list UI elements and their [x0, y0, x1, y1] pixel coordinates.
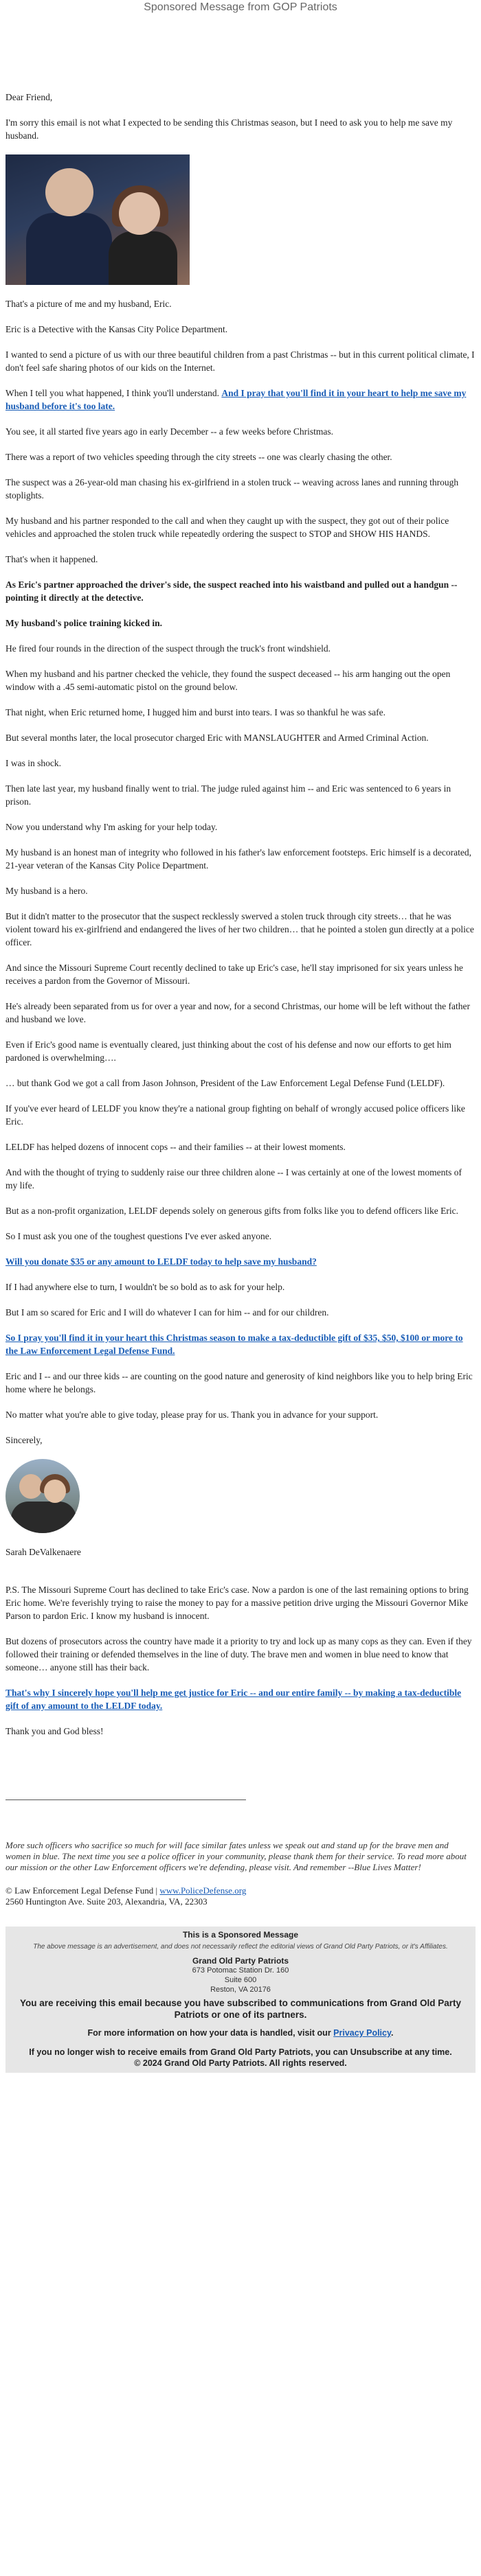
paragraph: LELDF has helped dozens of innocent cops -- and their families -- at their lowest moments.: [5, 1142, 346, 1152]
paragraph: He fired four rounds in the direction of the suspect through the truck's front windshield.: [5, 643, 331, 654]
paragraph: Eric is a Detective with the Kansas City Police Department.: [5, 324, 228, 334]
police-defense-link[interactable]: www.PoliceDefense.org: [159, 1885, 247, 1896]
paragraph: I wanted to send a picture of us with our three beautiful children from a past Christmas -- but in this current political climate, I don't feel safe sharing photos of our kids on the Internet.: [5, 349, 475, 373]
sponsor-box: [5, 1927, 476, 2073]
sponsor-copyright: © 2024 Grand Old Party Patriots. All rights reserved.: [134, 2058, 347, 2068]
sign-off: Thank you and God bless!: [5, 1726, 104, 1736]
unsubscribe-notice: If you no longer wish to receive emails from Grand Old Party Patriots, you can Unsubscribe at any time.: [29, 2047, 452, 2057]
sponsor-disclaimer: The above message is an advertisement, and does not necessarily reflect the editorial views of Grand Old Party Patriots, or it's Affiliates.: [33, 1943, 448, 1951]
donate-tax-deductible-link[interactable]: So I pray you'll find it in your heart this Christmas season to make a tax-deductible gift of $35, $50, $100 or more to the Law Enforcement Legal Defense Fund.: [5, 1333, 463, 1356]
privacy-text: For more information on how your data is handled, visit our: [87, 2028, 334, 2038]
sponsored-header: Sponsored Message from GOP Patriots: [144, 1, 337, 13]
photo-caption: That's a picture of me and my husband, Eric.: [5, 299, 172, 309]
paragraph: But several months later, the local prosecutor charged Eric with MANSLAUGHTER and Armed Criminal Action.: [5, 733, 429, 743]
paragraph: [5, 387, 476, 413]
postscript: P.S. The Missouri Supreme Court has declined to take Eric's case. Now a pardon is one of the last remaining options to bring Eric home. We're feverishly trying to raise the money to pay for a massive petition drive urging the Missouri Governor Mike Parson to pardon Eric. I know my husband is innocent.: [5, 1585, 469, 1621]
paragraph: You see, it all started five years ago in early December -- a few weeks before Christmas.: [5, 426, 333, 437]
signature: Sarah DeValkenaere: [5, 1547, 81, 1557]
paragraph: That night, when Eric returned home, I hugged him and burst into tears. I was so thankful he was safe.: [5, 707, 385, 717]
paragraph: So I must ask you one of the toughest questions I've ever asked anyone.: [5, 1231, 272, 1241]
footer-info: [5, 1885, 476, 1907]
signature-photo: [5, 1459, 80, 1533]
paragraph: The suspect was a 26-year-old man chasing his ex-girlfriend in a stolen truck -- weaving across lanes and running through stoplights.: [5, 477, 459, 501]
paragraph: Now you understand why I'm asking for your help today.: [5, 822, 218, 832]
paragraph-text: When I tell you what happened, I think you'll understand.: [5, 388, 222, 398]
paragraph: But it didn't matter to the prosecutor that the suspect recklessly swerved a stolen truck through city streets… that he was violent toward his ex-girlfriend and endangered the lives of her two children… that he pointed a stolen gun directly at a police officer.: [5, 911, 474, 947]
paragraph: And since the Missouri Supreme Court recently declined to take up Eric's case, he'll stay imprisoned for six years unless he receives a pardon from the Governor of Missouri.: [5, 963, 463, 986]
paragraph: That's when it happened.: [5, 554, 98, 564]
paragraph: My husband and his partner responded to the call and when they caught up with the suspect, they got out of their police vehicles and approached the stolen truck while repeatedly ordering the suspect to STOP and SHOW HIS HANDS.: [5, 516, 449, 539]
footer-disclaimer: More such officers who sacrifice so much for will face similar fates unless we speak out and stand up for the brave men and women in blue. The next time you see a police officer in your community, please thank them for their service. To read more about our mission or the other Law Enforcement officers we're defending, please visit. And remember --Blue Lives Matter!: [5, 1840, 467, 1872]
subscription-notice: You are receiving this email because you have subscribed to communications from Grand Old Party Patriots or one of its partners.: [20, 1998, 461, 2020]
paragraph: My husband is an honest man of integrity who followed in his father's law enforcement footsteps. Eric himself is a decorated, 21-year veteran of the Kansas City Police Department.: [5, 847, 472, 871]
justice-donate-link[interactable]: That's why I sincerely hope you'll help me get justice for Eric -- and our entire family -- by making a tax-deductible gift of any amount to the LELDF today.: [5, 1688, 462, 1711]
postscript: [5, 1686, 476, 1712]
paragraph: If I had anywhere else to turn, I wouldn't be so bold as to ask for your help.: [5, 1282, 285, 1292]
paragraph: If you've ever heard of LELDF you know they're a national group fighting on behalf of wrongly accused police officers like Eric.: [5, 1103, 465, 1127]
paragraph-bold: My husband's police training kicked in.: [5, 618, 163, 628]
paragraph: … but thank God we got a call from Jason Johnson, President of the Law Enforcement Legal Defense Fund (LELDF).: [5, 1078, 445, 1088]
paragraph: No matter what you're able to give today, please pray for us. Thank you in advance for your support.: [5, 1410, 379, 1420]
email-body: [0, 15, 481, 1907]
sponsor-address-line: Suite 600: [224, 1976, 257, 1984]
greeting: Dear Friend,: [5, 92, 53, 102]
postscript: But dozens of prosecutors across the country have made it a priority to try and lock up as many cops as they can. Even if they followed their training or defended themselves in the line of duty. The brave men and women in blue need to know that someone… anyone still has their back.: [5, 1636, 472, 1672]
footer-address: 2560 Huntington Ave. Suite 203, Alexandria, VA, 22303: [5, 1896, 208, 1907]
donate-35-link[interactable]: Will you donate $35 or any amount to LELDF today to help save my husband?: [5, 1256, 317, 1267]
paragraph: I was in shock.: [5, 758, 61, 768]
paragraph: There was a report of two vehicles speeding through the city streets -- one was clearly chasing the other.: [5, 452, 392, 462]
paragraph: Then late last year, my husband finally went to trial. The judge ruled against him -- and Eric was sentenced to 6 years in prison.: [5, 783, 451, 807]
paragraph: When my husband and his partner checked the vehicle, they found the suspect deceased -- his arm hanging out the open window with a .45 semi-automatic pistol on the ground below.: [5, 669, 451, 692]
privacy-policy-link[interactable]: Privacy Policy: [333, 2028, 392, 2038]
paragraph-bold: As Eric's partner approached the driver's side, the suspect reached into his waistband and pulled out a handgun -- pointing it directly at the detective.: [5, 579, 458, 603]
sponsor-title: This is a Sponsored Message: [182, 1930, 299, 1940]
privacy-end: .: [391, 2028, 394, 2038]
paragraph: He's already been separated from us for over a year and now, for a second Christmas, our home will be left without the father and husband we love.: [5, 1001, 470, 1024]
sponsor-org: Grand Old Party Patriots: [192, 1956, 289, 1966]
paragraph: But as a non-profit organization, LELDF depends solely on generous gifts from folks like you to defend officers like Eric.: [5, 1206, 458, 1216]
footer-copyright: © Law Enforcement Legal Defense Fund |: [5, 1885, 160, 1896]
sponsor-address-line: Reston, VA 20176: [210, 1986, 271, 1994]
paragraph: [5, 1255, 476, 1268]
divider: [5, 1799, 246, 1800]
privacy-notice: [5, 2027, 476, 2038]
closing: Sincerely,: [5, 1435, 43, 1445]
paragraph: Even if Eric's good name is eventually cleared, just thinking about the cost of his defense and now our efforts to get him pardoned is overwhelming….: [5, 1039, 451, 1063]
paragraph: But I am so scared for Eric and I will do whatever I can for him -- and for our children.: [5, 1307, 329, 1318]
paragraph: My husband is a hero.: [5, 886, 88, 896]
paragraph: [5, 1331, 476, 1357]
sponsor-address-line: 673 Potomac Station Dr. 160: [192, 1966, 289, 1975]
paragraph: Eric and I -- and our three kids -- are counting on the good nature and generosity of kind neighbors like you to help bring Eric home where he belongs.: [5, 1371, 473, 1394]
paragraph: I'm sorry this email is not what I expected to be sending this Christmas season, but I need to ask you to help me save my husband.: [5, 117, 453, 141]
donate-link[interactable]: And I pray that you'll find it in your heart to help me save my husband before it's too late.: [5, 388, 467, 411]
couple-photo: [5, 154, 190, 285]
paragraph: And with the thought of trying to suddenly raise our three children alone -- I was certainly at one of the lowest moments of my life.: [5, 1167, 462, 1191]
